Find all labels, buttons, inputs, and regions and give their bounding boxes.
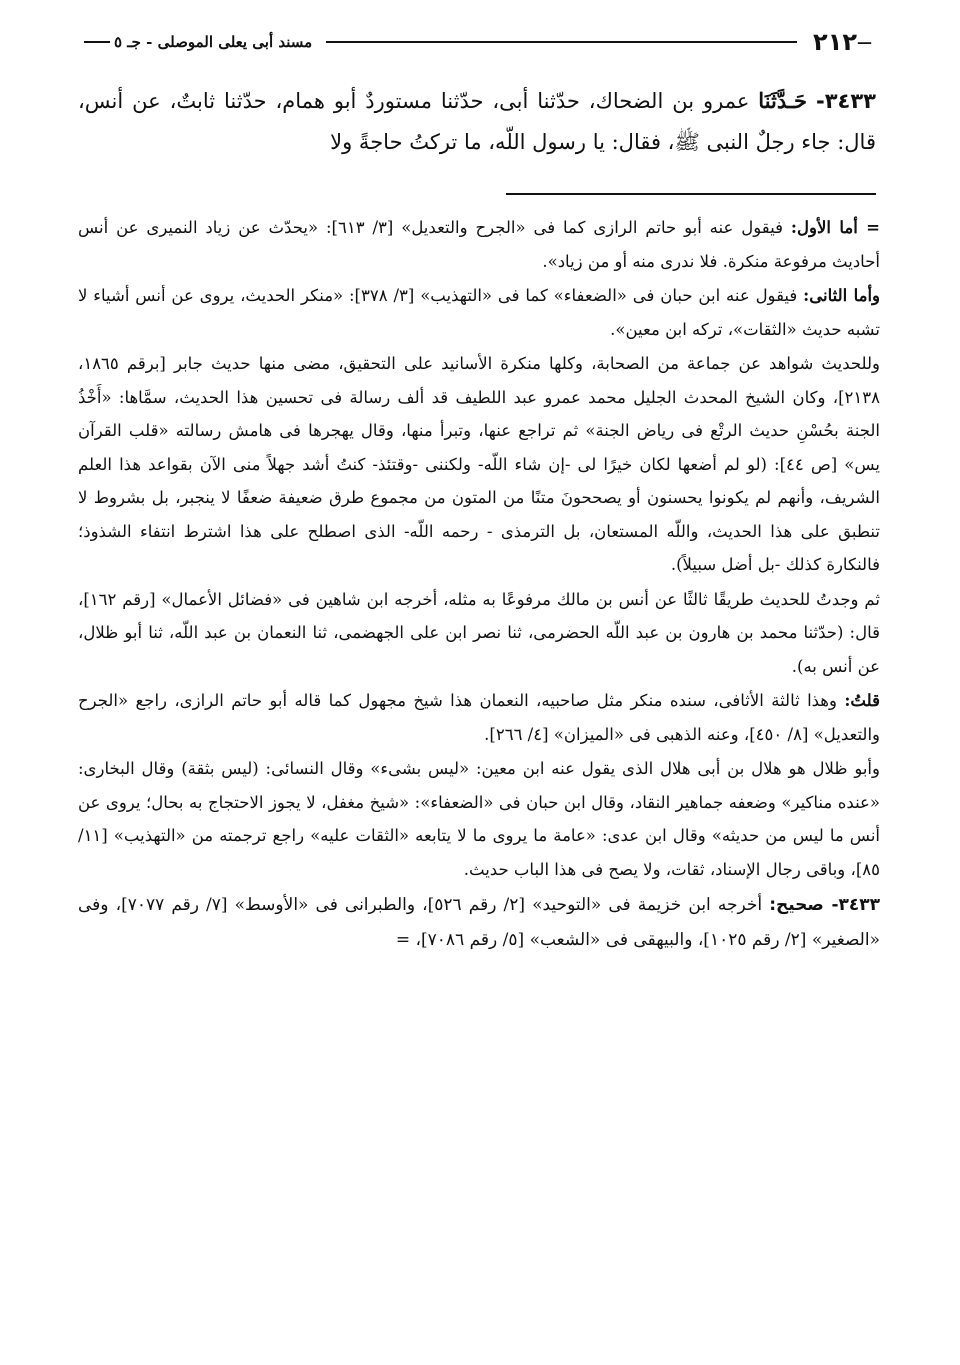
header-leading-dash: — [857,33,872,51]
hadith-opening: حَـدَّثَنَا [758,88,808,113]
page-header [78,22,876,62]
note-abu-zilal [78,752,880,886]
note-shawahid [78,347,880,582]
running-title: مسند أبى يعلى الموصلى - جـ ٥ [114,33,313,51]
note-takhrij [78,888,880,958]
hadith-text [78,80,876,163]
note-first-narrator [78,211,880,278]
note-third-route [78,583,880,684]
hadith-body: عمرو بن الضحاك، حدّثنا أبى، حدّثنا مستوردٌ أبو همام، حدّثنا ثابتٌ، عن أنس، قال: جاء رجلٌ النبى ﷺ، فقال: يا رسول اللّه، ما تركتُ حاجةً ولا [78,89,876,154]
note-lead: وأما الثانى: [803,286,881,305]
note-second-narrator [78,279,880,346]
note-lead: ٣٤٣٣- صحيح: [769,895,881,915]
note-text: ثم وجدتُ للحديث طريقًا ثالثًا عن أنس بن مالك مرفوعًا به مثله، أخرجه ابن شاهين فى «فضائل الأعمال» [رقم ١٦٢]، قال: (حدّثنا محمد بن هارون بن عبد اللّه الحضرمى، ثنا نصر ابن على الجهضمى، ثنا النعمان بن عبد اللّه، ثنا أبو ظلال، عن أنس به). [78,589,880,676]
note-lead: قلتُ: [844,691,880,710]
note-text: وهذا ثالثة الأثافى، سنده منكر مثل صاحبيه، النعمان هذا شيخ مجهول كما قاله أبو حاتم الرازى، راجع «الجرح والتعديل» [٨/ ٤٥٠]، وعنه الذهبى فى «الميزان» [٤/ ٢٦٦]. [78,691,880,744]
footnote-separator [506,193,876,195]
note-text: فيقول عنه أبو حاتم الرازى كما فى «الجرح والتعديل» [٣/ ٦١٣]: «يحدّث عن زياد النميرى عن أنس أحاديث مرفوعة منكرة. فلا ندرى منه أو من زياد». [78,218,880,271]
header-rule-end [84,41,110,43]
hadith-number: ٣٤٣٣- [815,89,876,113]
note-text: فيقول عنه ابن حبان فى «الضعفاء» كما فى «التهذيب» [٣/ ٣٧٨]: «منكر الحديث، يروى عن أنس أشياء لا تشبه حديث «الثقات»، تركه ابن معين». [78,286,880,339]
page-number: ٢١٢ [813,28,857,56]
note-text: أخرجه ابن خزيمة فى «التوحيد» [٢/ رقم ٥٢٦]، والطبرانى فى «الأوسط» [٧/ رقم ٧٠٧٧]، وفى «الصغير» [٢/ رقم ١٠٢٥]، والبيهقى فى «الشعب» [٥/ رقم ٧٠٨٦]، = [78,895,880,950]
footnotes [78,211,880,959]
header-rule [326,41,797,43]
note-text: وأبو ظلال هو هلال بن أبى هلال الذى يقول عنه ابن معين: «ليس بشىء» وقال النسائى: (ليس بثقة) وقال البخارى: «عنده مناكير» وضعفه جماهير النقاد، وقال ابن حبان فى «الضعفاء»: «شيخ مغفل، لا يجوز الاحتجاج به بحال؛ يروى عن أنس ما ليس من حديثه» وقال ابن عدى: «عامة ما يروى ما لا يتابعه «الثقات عليه» راجع ترجمته من «التهذيب» [١١/ ٨٥]، وباقى رجال الإسناد، ثقات، ولا يصح فى هذا الباب حديث. [78,759,880,879]
note-text: وللحديث شواهد عن جماعة من الصحابة، وكلها منكرة الأسانيد على التحقيق، مضى منها حديث جابر [برقم ١٨٦٥، ٢١٣٨]، وكان الشيخ المحدث الجليل محمد عمرو عبد اللطيف قد ألف رسالة فى تحسين هذا الحديث، سمَّاها: «أَخْذُ الجنة بحُسْنِ حديث الرتْع فى رياض الجنة» ثم تراجع عنها، وتبرأ منها، وقال يهجرها فى هامش رسالته «قلب القرآن يس» [ص ٤٤]: (لو لم أضعها لكان خيرًا لى -إن شاء اللّه- ولكننى -وقتئذ- كنتُ أشد جهلاً منى الآن بقواعد هذا العلم الشريف، وأنهم لم يكونوا يحسنون أو يصححونَ متنًا من المتون من مجموع طرق ضعيفة ضعفًا لا ينجبر، بل بشروط لا تنطبق على هذا الحديث، واللّه المستعان، بل الترمذى - رحمه اللّه- الذى اصطلح على هذا اشترط انتفاء الشذوذ؛ فالنكارة كذلك -بل أضل سبيلاً). [78,354,880,574]
note-lead: = أما الأول: [790,218,880,237]
note-qultu [78,684,880,751]
